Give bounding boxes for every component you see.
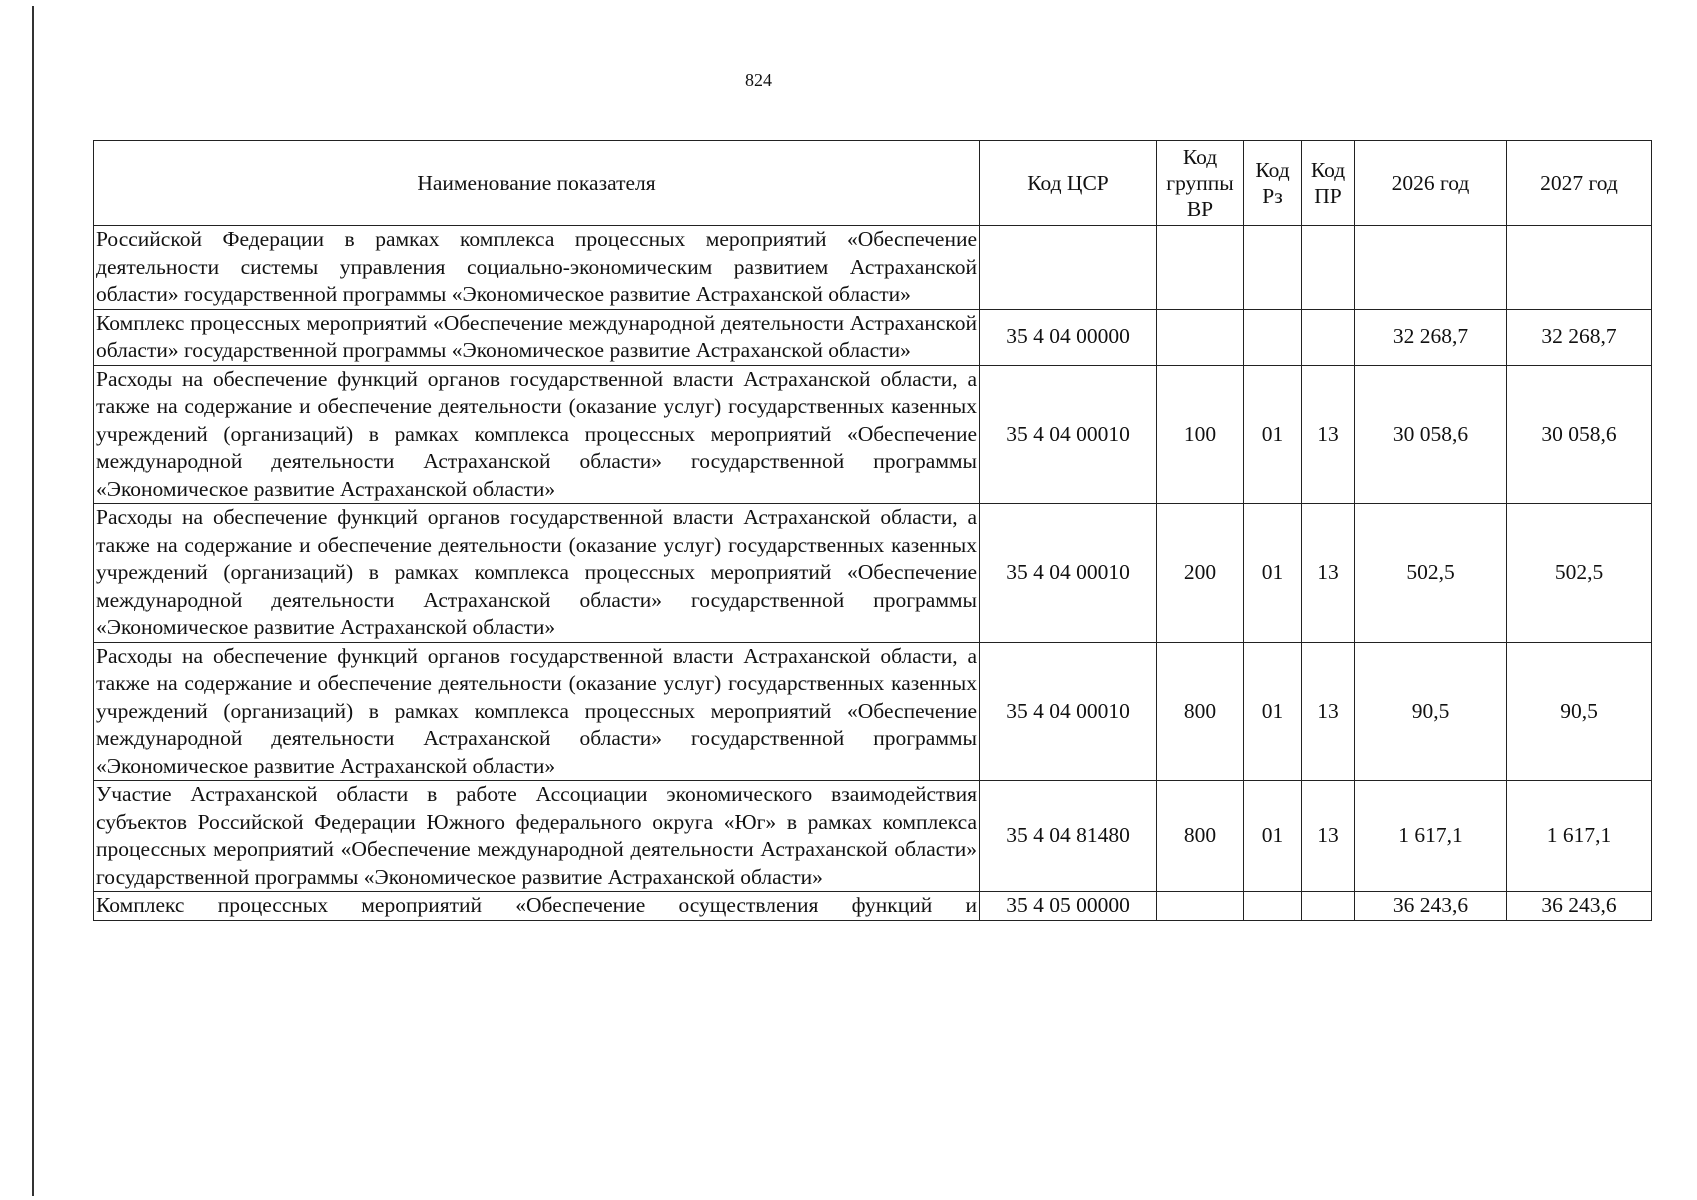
row-csr-code: 35 4 04 00000 xyxy=(980,309,1157,365)
row-pr-code: 13 xyxy=(1302,504,1355,643)
row-rz-code xyxy=(1244,226,1302,310)
row-vr-code xyxy=(1157,226,1244,310)
row-name: Комплекс процессных мероприятий «Обеспечение осуществления функций и xyxy=(94,892,980,921)
row-vr-code xyxy=(1157,309,1244,365)
row-amount-2027: 502,5 xyxy=(1507,504,1652,643)
row-amount-2027: 32 268,7 xyxy=(1507,309,1652,365)
row-amount-2026: 502,5 xyxy=(1355,504,1507,643)
row-pr-code xyxy=(1302,226,1355,310)
row-rz-code: 01 xyxy=(1244,642,1302,781)
table-row xyxy=(94,892,1652,921)
row-vr-code: 800 xyxy=(1157,642,1244,781)
row-amount-2027: 36 243,6 xyxy=(1507,892,1652,921)
row-csr-code: 35 4 04 00010 xyxy=(980,365,1157,504)
table-row xyxy=(94,365,1652,504)
row-pr-code xyxy=(1302,892,1355,921)
row-rz-code xyxy=(1244,892,1302,921)
row-pr-code: 13 xyxy=(1302,642,1355,781)
table-row xyxy=(94,781,1652,892)
row-amount-2026: 1 617,1 xyxy=(1355,781,1507,892)
row-csr-code: 35 4 04 00010 xyxy=(980,642,1157,781)
table-header xyxy=(94,141,1652,226)
header-csr-code: Код ЦСР xyxy=(980,141,1157,226)
row-amount-2026: 90,5 xyxy=(1355,642,1507,781)
row-rz-code xyxy=(1244,309,1302,365)
budget-table xyxy=(93,140,1652,921)
row-rz-code: 01 xyxy=(1244,365,1302,504)
row-pr-code xyxy=(1302,309,1355,365)
table-body xyxy=(94,226,1652,921)
header-pr-line1: Код xyxy=(1310,158,1346,182)
row-amount-2027: 90,5 xyxy=(1507,642,1652,781)
row-amount-2027: 1 617,1 xyxy=(1507,781,1652,892)
row-csr-code: 35 4 04 00010 xyxy=(980,504,1157,643)
row-name: Расходы на обеспечение функций органов государственной власти Астраханской области, а также на содержание и обеспечение деятельности (оказание услуг) государственных казенных учреждений (организаций) в рамках комплекса процессных мероприятий «Обеспечение международной деятельности Астраханской области» государственной программы «Экономическое развитие Астраханской области» xyxy=(94,642,980,781)
row-rz-code: 01 xyxy=(1244,504,1302,643)
row-name: Участие Астраханской области в работе Ассоциации экономического взаимодействия субъектов Российской Федерации Южного федерального округа «Юг» в рамках комплекса процессных мероприятий «Обеспечение международной деятельности Астраханской области» государственной программы «Экономическое развитие Астраханской области» xyxy=(94,781,980,892)
row-amount-2026: 36 243,6 xyxy=(1355,892,1507,921)
table-row xyxy=(94,642,1652,781)
header-vr-line2: группы xyxy=(1166,171,1234,195)
row-amount-2027: 30 058,6 xyxy=(1507,365,1652,504)
header-rz-code xyxy=(1244,141,1302,226)
header-vr-line3: ВР xyxy=(1186,197,1214,221)
header-pr-line2: ПР xyxy=(1314,184,1342,208)
row-vr-code: 200 xyxy=(1157,504,1244,643)
row-name: Российской Федерации в рамках комплекса процессных мероприятий «Обеспечение деятельности системы управления социально-экономическим развитием Астраханской области» государственной программы «Экономическое развитие Астраханской области» xyxy=(94,226,980,310)
header-rz-line1: Код xyxy=(1255,158,1290,182)
row-amount-2026: 30 058,6 xyxy=(1355,365,1507,504)
row-amount-2027 xyxy=(1507,226,1652,310)
row-name: Расходы на обеспечение функций органов государственной власти Астраханской области, а также на содержание и обеспечение деятельности (оказание услуг) государственных казенных учреждений (организаций) в рамках комплекса процессных мероприятий «Обеспечение международной деятельности Астраханской области» государственной программы «Экономическое развитие Астраханской области» xyxy=(94,365,980,504)
row-vr-code: 800 xyxy=(1157,781,1244,892)
row-vr-code: 100 xyxy=(1157,365,1244,504)
row-csr-code xyxy=(980,226,1157,310)
row-pr-code: 13 xyxy=(1302,781,1355,892)
header-year-2027: 2027 год xyxy=(1507,141,1652,226)
header-pr-code xyxy=(1302,141,1355,226)
page-number: 824 xyxy=(745,70,772,90)
header-vr-code xyxy=(1157,141,1244,226)
row-csr-code: 35 4 05 00000 xyxy=(980,892,1157,921)
table-row xyxy=(94,226,1652,310)
header-row xyxy=(94,141,1652,226)
row-name: Комплекс процессных мероприятий «Обеспечение международной деятельности Астраханской области» государственной программы «Экономическое развитие Астраханской области» xyxy=(94,309,980,365)
row-csr-code: 35 4 04 81480 xyxy=(980,781,1157,892)
table-row xyxy=(94,504,1652,643)
page-margin-line xyxy=(32,6,34,1196)
row-rz-code: 01 xyxy=(1244,781,1302,892)
row-vr-code xyxy=(1157,892,1244,921)
row-pr-code: 13 xyxy=(1302,365,1355,504)
row-amount-2026: 32 268,7 xyxy=(1355,309,1507,365)
row-name: Расходы на обеспечение функций органов государственной власти Астраханской области, а также на содержание и обеспечение деятельности (оказание услуг) государственных казенных учреждений (организаций) в рамках комплекса процессных мероприятий «Обеспечение международной деятельности Астраханской области» государственной программы «Экономическое развитие Астраханской области» xyxy=(94,504,980,643)
header-year-2026: 2026 год xyxy=(1355,141,1507,226)
header-name: Наименование показателя xyxy=(94,141,980,226)
row-amount-2026 xyxy=(1355,226,1507,310)
table-row xyxy=(94,309,1652,365)
header-vr-line1: Код xyxy=(1182,145,1218,169)
header-rz-line2: Рз xyxy=(1262,184,1283,208)
